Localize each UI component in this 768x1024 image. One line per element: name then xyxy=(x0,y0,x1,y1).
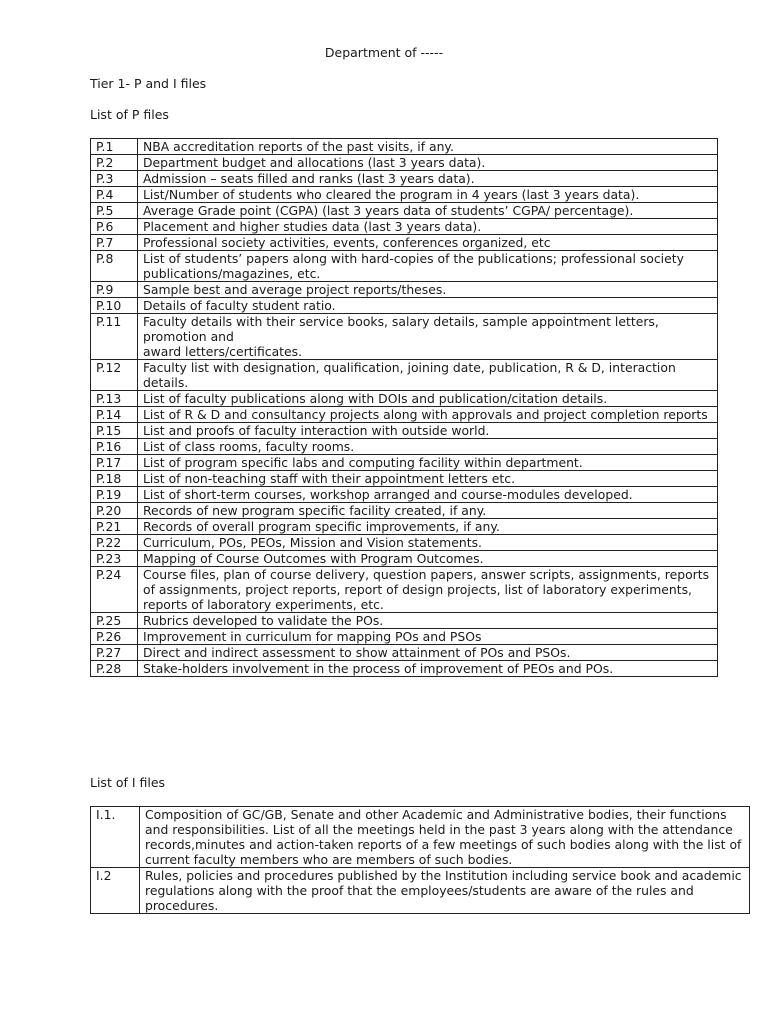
table-row xyxy=(91,551,718,567)
file-description: List of non-teaching staff with their appointment letters etc. xyxy=(138,471,718,487)
file-code: P.28 xyxy=(91,661,138,677)
file-code: P.5 xyxy=(91,203,138,219)
file-description: Department budget and allocations (last 3 years data). xyxy=(138,155,718,171)
file-code: P.18 xyxy=(91,471,138,487)
file-description: List/Number of students who cleared the program in 4 years (last 3 years data). xyxy=(138,187,718,203)
file-code: P.27 xyxy=(91,645,138,661)
i-files-table xyxy=(90,806,750,914)
table-row xyxy=(91,629,718,645)
file-description: List of faculty publications along with DOIs and publication/citation details. xyxy=(138,391,718,407)
file-description: Sample best and average project reports/theses. xyxy=(138,282,718,298)
file-code: P.24 xyxy=(91,567,138,613)
table-row xyxy=(91,282,718,298)
file-code: P.6 xyxy=(91,219,138,235)
table-row xyxy=(91,807,750,868)
file-code: I.2 xyxy=(91,868,140,914)
file-code: P.1 xyxy=(91,139,138,155)
file-description: Rules, policies and procedures published by the Institution including service book and academic regulations along with the proof that the employees/students are aware of the rules and procedures. xyxy=(140,868,750,914)
table-row xyxy=(91,868,750,914)
table-row xyxy=(91,613,718,629)
file-description: List of short-term courses, workshop arranged and course-modules developed. xyxy=(138,487,718,503)
table-row xyxy=(91,535,718,551)
file-description: Average Grade point (CGPA) (last 3 years data of students’ CGPA/ percentage). xyxy=(138,203,718,219)
file-code: P.17 xyxy=(91,455,138,471)
file-description: List of students’ papers along with hard-copies of the publications; professional society publications/magazines, etc. xyxy=(138,251,718,282)
table-row xyxy=(91,423,718,439)
table-row xyxy=(91,439,718,455)
p-files-heading: List of P files xyxy=(90,107,169,122)
file-code: I.1. xyxy=(91,807,140,868)
file-description: Admission – seats filled and ranks (last 3 years data). xyxy=(138,171,718,187)
file-code: P.7 xyxy=(91,235,138,251)
file-description: Stake-holders involvement in the process of improvement of PEOs and POs. xyxy=(138,661,718,677)
file-description: List of class rooms, faculty rooms. xyxy=(138,439,718,455)
file-description: Composition of GC/GB, Senate and other Academic and Administrative bodies, their functions and responsibilities. List of all the meetings held in the past 3 years along with the attendance records,minutes and action-taken reports of a few meetings of such bodies along with the list of current faculty members who are members of such bodies. xyxy=(140,807,750,868)
table-row xyxy=(91,219,718,235)
table-row xyxy=(91,471,718,487)
file-code: P.22 xyxy=(91,535,138,551)
file-code: P.19 xyxy=(91,487,138,503)
file-code: P.21 xyxy=(91,519,138,535)
file-description: Mapping of Course Outcomes with Program Outcomes. xyxy=(138,551,718,567)
file-code: P.11 xyxy=(91,314,138,360)
file-code: P.12 xyxy=(91,360,138,391)
table-row xyxy=(91,661,718,677)
file-description: Details of faculty student ratio. xyxy=(138,298,718,314)
table-row xyxy=(91,139,718,155)
table-row xyxy=(91,187,718,203)
table-row xyxy=(91,298,718,314)
table-row xyxy=(91,171,718,187)
file-code: P.23 xyxy=(91,551,138,567)
table-row xyxy=(91,155,718,171)
file-description: Direct and indirect assessment to show attainment of POs and PSOs. xyxy=(138,645,718,661)
file-code: P.8 xyxy=(91,251,138,282)
file-code: P.10 xyxy=(91,298,138,314)
file-code: P.25 xyxy=(91,613,138,629)
table-row xyxy=(91,407,718,423)
file-description: Faculty details with their service books, salary details, sample appointment letters, promotion and award letters/certificates. xyxy=(138,314,718,360)
table-row xyxy=(91,235,718,251)
table-row xyxy=(91,251,718,282)
table-row xyxy=(91,455,718,471)
file-code: P.9 xyxy=(91,282,138,298)
table-row xyxy=(91,360,718,391)
document-title: Department of ----- xyxy=(324,45,444,60)
file-code: P.3 xyxy=(91,171,138,187)
file-code: P.14 xyxy=(91,407,138,423)
file-description: Records of overall program specific improvements, if any. xyxy=(138,519,718,535)
file-description: List and proofs of faculty interaction with outside world. xyxy=(138,423,718,439)
file-description: Course files, plan of course delivery, question papers, answer scripts, assignments, reports of assignments, project reports, report of design projects, list of laboratory experiments, reports of laboratory experiments, etc. xyxy=(138,567,718,613)
table-row xyxy=(91,567,718,613)
table-row xyxy=(91,519,718,535)
file-description: NBA accreditation reports of the past visits, if any. xyxy=(138,139,718,155)
file-code: P.4 xyxy=(91,187,138,203)
table-row xyxy=(91,391,718,407)
i-files-heading: List of I files xyxy=(90,775,166,790)
p-files-table xyxy=(90,138,718,677)
table-row xyxy=(91,503,718,519)
file-description: Records of new program specific facility created, if any. xyxy=(138,503,718,519)
table-row xyxy=(91,203,718,219)
file-description: List of program specific labs and computing facility within department. xyxy=(138,455,718,471)
tier-heading: Tier 1- P and I files xyxy=(90,76,207,91)
file-code: P.26 xyxy=(91,629,138,645)
file-code: P.2 xyxy=(91,155,138,171)
file-description: Professional society activities, events, conferences organized, etc xyxy=(138,235,718,251)
file-description: Curriculum, POs, PEOs, Mission and Vision statements. xyxy=(138,535,718,551)
file-code: P.20 xyxy=(91,503,138,519)
file-code: P.13 xyxy=(91,391,138,407)
file-description: Faculty list with designation, qualification, joining date, publication, R & D, interaction details. xyxy=(138,360,718,391)
table-row xyxy=(91,645,718,661)
file-code: P.16 xyxy=(91,439,138,455)
file-description: Rubrics developed to validate the POs. xyxy=(138,613,718,629)
table-row xyxy=(91,314,718,360)
file-description: Placement and higher studies data (last 3 years data). xyxy=(138,219,718,235)
file-description: Improvement in curriculum for mapping POs and PSOs xyxy=(138,629,718,645)
file-code: P.15 xyxy=(91,423,138,439)
table-row xyxy=(91,487,718,503)
file-description: List of R & D and consultancy projects along with approvals and project completion reports xyxy=(138,407,718,423)
